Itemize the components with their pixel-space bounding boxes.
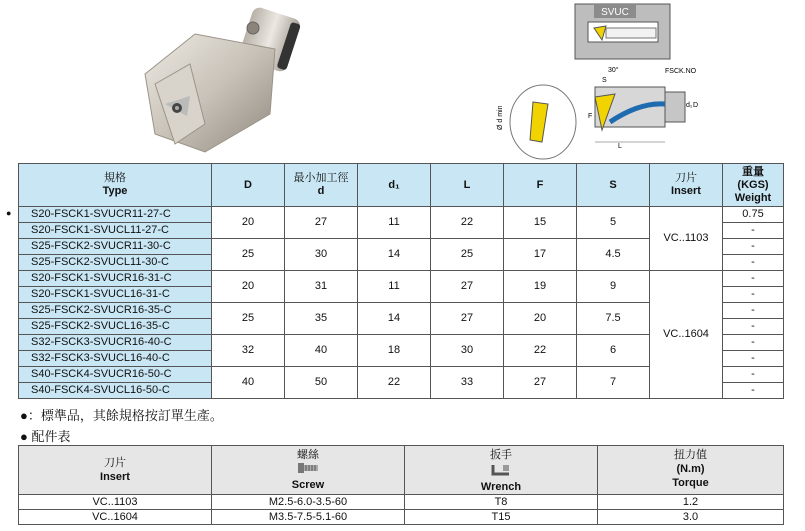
acc-header-torque-zh: 扭力值 — [674, 449, 707, 461]
header-type-en: Type — [102, 185, 128, 197]
L-cell: 25 — [431, 239, 504, 271]
acc-header-torque-en: Torque — [672, 477, 709, 489]
D-cell: 20 — [212, 271, 285, 303]
acc-header-torque-unit: (N.m) — [676, 463, 705, 475]
weight-cell: - — [723, 255, 784, 271]
type-cell: S20-FSCK1-SVUCR16-31-C — [19, 271, 212, 287]
weight-cell: - — [723, 351, 784, 367]
header-insert-zh: 刀片 — [675, 172, 697, 184]
weight-cell: - — [723, 271, 784, 287]
type-cell: S25-FSCK2-SVUCL16-35-C — [19, 319, 212, 335]
spec-header-row — [19, 164, 784, 207]
acc-header-insert-en: Insert — [100, 471, 130, 483]
type-cell: S40-FSCK4-SVUCL16-50-C — [19, 383, 212, 399]
header-weight-zh: 重量 — [742, 165, 764, 178]
header-F-en: F — [536, 178, 544, 191]
L-label: L — [618, 143, 622, 150]
dmin-label: Ø d min — [497, 105, 504, 130]
header-S-en: S — [609, 178, 617, 191]
header-D-en: D — [244, 178, 252, 191]
weight-cell: - — [723, 335, 784, 351]
header-insert — [650, 164, 723, 207]
type-cell: S40-FSCK4-SVUCR16-50-C — [19, 367, 212, 383]
weight-cell: - — [723, 223, 784, 239]
F-cell: 19 — [504, 271, 577, 303]
d1-label: d₁ — [686, 102, 693, 109]
insert-cell: VC..1103 — [650, 207, 723, 271]
weight-cell: - — [723, 287, 784, 303]
table-row — [19, 271, 784, 287]
header-F — [504, 164, 577, 207]
L-cell: 33 — [431, 367, 504, 399]
type-cell: S20-FSCK1-SVUCL16-31-C — [19, 287, 212, 303]
L-cell: 22 — [431, 207, 504, 239]
D-label: D — [693, 102, 699, 109]
screw-icon — [297, 462, 319, 474]
header-d1 — [358, 164, 431, 207]
L-cell: 30 — [431, 335, 504, 367]
header-weight — [723, 164, 784, 207]
accessories-heading: ● 配件表 — [20, 429, 71, 444]
insert-cell: VC..1604 — [650, 271, 723, 399]
F-cell: 27 — [504, 367, 577, 399]
table-row — [19, 495, 784, 510]
F-cell: 17 — [504, 239, 577, 271]
acc-header-screw-en: Screw — [291, 479, 325, 491]
header-d1-en: d₁ — [388, 178, 400, 191]
type-cell: S25-FSCK2-SVUCL11-30-C — [19, 255, 212, 271]
d-cell: 27 — [285, 207, 358, 239]
acc-torque-cell: 3.0 — [598, 510, 784, 525]
header-type — [19, 164, 212, 207]
accessories-table — [18, 445, 784, 525]
acc-header-screw — [212, 446, 405, 495]
wrench-icon — [490, 462, 512, 476]
type-cell: S32-FSCK3-SVUCR16-40-C — [19, 335, 212, 351]
d-cell: 30 — [285, 239, 358, 271]
F-cell: 15 — [504, 207, 577, 239]
svuc-label: SVUC — [601, 7, 629, 18]
S-cell: 5 — [577, 207, 650, 239]
acc-header-wrench-en: Wrench — [480, 481, 522, 493]
header-L — [431, 164, 504, 207]
table-row — [19, 510, 784, 525]
angle-label: 30° — [608, 67, 619, 74]
S-cell: 6 — [577, 335, 650, 367]
spec-table — [18, 163, 784, 399]
acc-header-wrench-zh: 扳手 — [490, 449, 512, 461]
acc-header-wrench — [405, 446, 598, 495]
L-cell: 27 — [431, 271, 504, 303]
weight-cell: - — [723, 319, 784, 335]
weight-cell: - — [723, 383, 784, 399]
header-weight-en: Weight — [734, 191, 772, 204]
L-cell: 27 — [431, 303, 504, 335]
header-weight-kgs: (KGS) — [737, 178, 769, 191]
header-D — [212, 164, 285, 207]
acc-header-insert — [19, 446, 212, 495]
header-d-zh: 最小加工徑 — [293, 172, 349, 184]
header-type-zh: 規格 — [104, 172, 126, 184]
acc-insert-cell: VC..1103 — [19, 495, 212, 510]
acc-header-insert-zh: 刀片 — [104, 457, 126, 469]
weight-cell: - — [723, 303, 784, 319]
acc-wrench-cell: T8 — [405, 495, 598, 510]
weight-cell: - — [723, 367, 784, 383]
header-d — [285, 164, 358, 207]
d1-cell: 18 — [358, 335, 431, 367]
D-cell: 20 — [212, 207, 285, 239]
acc-screw-cell: M3.5-7.5-5.1-60 — [212, 510, 405, 525]
standard-note: ●：標準品，其餘規格按訂單生產。 — [20, 408, 223, 423]
D-cell: 40 — [212, 367, 285, 399]
d1-cell: 22 — [358, 367, 431, 399]
d-cell: 40 — [285, 335, 358, 367]
table-row — [19, 207, 784, 223]
header-S — [577, 164, 650, 207]
header-insert-en: Insert — [671, 185, 701, 197]
d1-cell: 14 — [358, 239, 431, 271]
S-label: S — [602, 77, 607, 84]
D-cell: 32 — [212, 335, 285, 367]
header-L-en: L — [463, 178, 471, 191]
d-cell: 35 — [285, 303, 358, 335]
F-label: F — [588, 113, 593, 120]
acc-wrench-cell: T15 — [405, 510, 598, 525]
D-cell: 25 — [212, 303, 285, 335]
weight-cell: 0.75 — [723, 207, 784, 223]
F-cell: 22 — [504, 335, 577, 367]
acc-screw-cell: M2.5-6.0-3.5-60 — [212, 495, 405, 510]
type-cell: S25-FSCK2-SVUCR16-35-C — [19, 303, 212, 319]
D-cell: 25 — [212, 239, 285, 271]
S-cell: 4.5 — [577, 239, 650, 271]
header-d-en: d — [317, 185, 325, 197]
S-cell: 9 — [577, 271, 650, 303]
d1-cell: 14 — [358, 303, 431, 335]
fsck-label: FSCK.NO — [665, 68, 697, 75]
tool-holder-photo — [135, 4, 315, 154]
d1-cell: 11 — [358, 207, 431, 239]
type-cell: S20-FSCK1-SVUCL11-27-C — [19, 223, 212, 239]
standard-bullet: ● — [6, 208, 12, 218]
type-cell: S25-FSCK2-SVUCR11-30-C — [19, 239, 212, 255]
type-cell: S32-FSCK3-SVUCL16-40-C — [19, 351, 212, 367]
S-cell: 7 — [577, 367, 650, 399]
d-cell: 50 — [285, 367, 358, 399]
technical-drawing — [490, 2, 700, 160]
acc-torque-cell: 1.2 — [598, 495, 784, 510]
F-cell: 20 — [504, 303, 577, 335]
acc-header-torque — [598, 446, 784, 495]
type-cell: S20-FSCK1-SVUCR11-27-C — [19, 207, 212, 223]
weight-cell: - — [723, 239, 784, 255]
acc-header-row — [19, 446, 784, 495]
d1-cell: 11 — [358, 271, 431, 303]
S-cell: 7.5 — [577, 303, 650, 335]
acc-header-screw-zh: 螺絲 — [297, 449, 319, 461]
acc-insert-cell: VC..1604 — [19, 510, 212, 525]
d-cell: 31 — [285, 271, 358, 303]
